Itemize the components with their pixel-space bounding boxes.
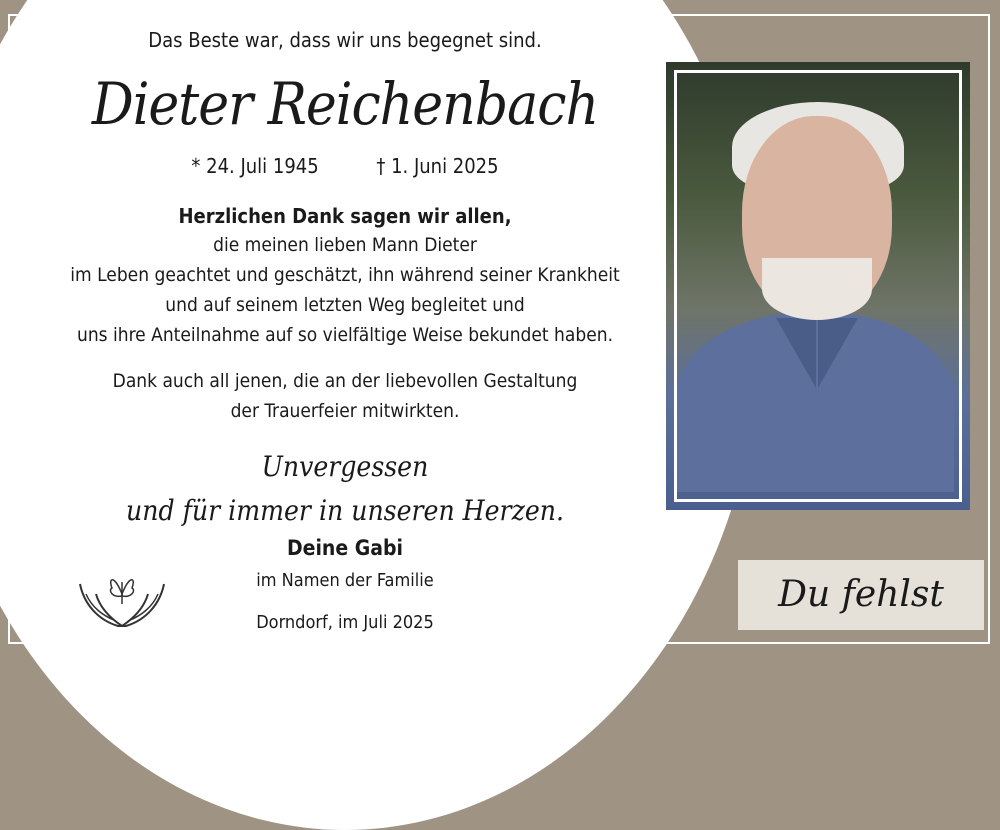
du-fehlst-tag [738, 560, 984, 630]
thanks-line: im Leben geachtet und geschätzt, ihn während seiner Krankheit [70, 264, 620, 286]
deceased-name: Dieter Reichenbach [91, 70, 599, 138]
thanks-line: und auf seinem letzten Weg begleitet und [165, 294, 525, 316]
birth-date: * 24. Juli 1945 [191, 154, 319, 178]
portrait-photo [666, 62, 970, 510]
unforgotten-line-2: und für immer in unseren Herzen. [126, 494, 564, 527]
unforgotten-line-1: Unvergessen [261, 450, 429, 483]
thanks-line: uns ihre Anteilnahme auf so vielfältige Weise bekundet haben. [76, 324, 614, 346]
quote-line: Das Beste war, dass wir uns begegnet sind. [148, 28, 542, 52]
death-date: † 1. Juni 2025 [376, 154, 499, 178]
tag-text: Du fehlst [778, 574, 944, 615]
thanks-line: die meinen lieben Mann Dieter [213, 234, 477, 256]
place-date: Dorndorf, im Juli 2025 [256, 612, 434, 633]
life-dates [0, 154, 690, 178]
additional-thanks-line: der Trauerfeier mitwirkten. [230, 400, 460, 422]
photo-inner-border [674, 70, 962, 502]
signer-name: Deine Gabi [286, 536, 404, 560]
thanks-heading: Herzlichen Dank sagen wir allen, [178, 204, 512, 228]
family-note: im Namen der Familie [256, 570, 434, 591]
hands-with-butterfly-icon [74, 564, 170, 634]
additional-thanks-line: Dank auch all jenen, die an der liebevollen Gestaltung [112, 370, 578, 392]
